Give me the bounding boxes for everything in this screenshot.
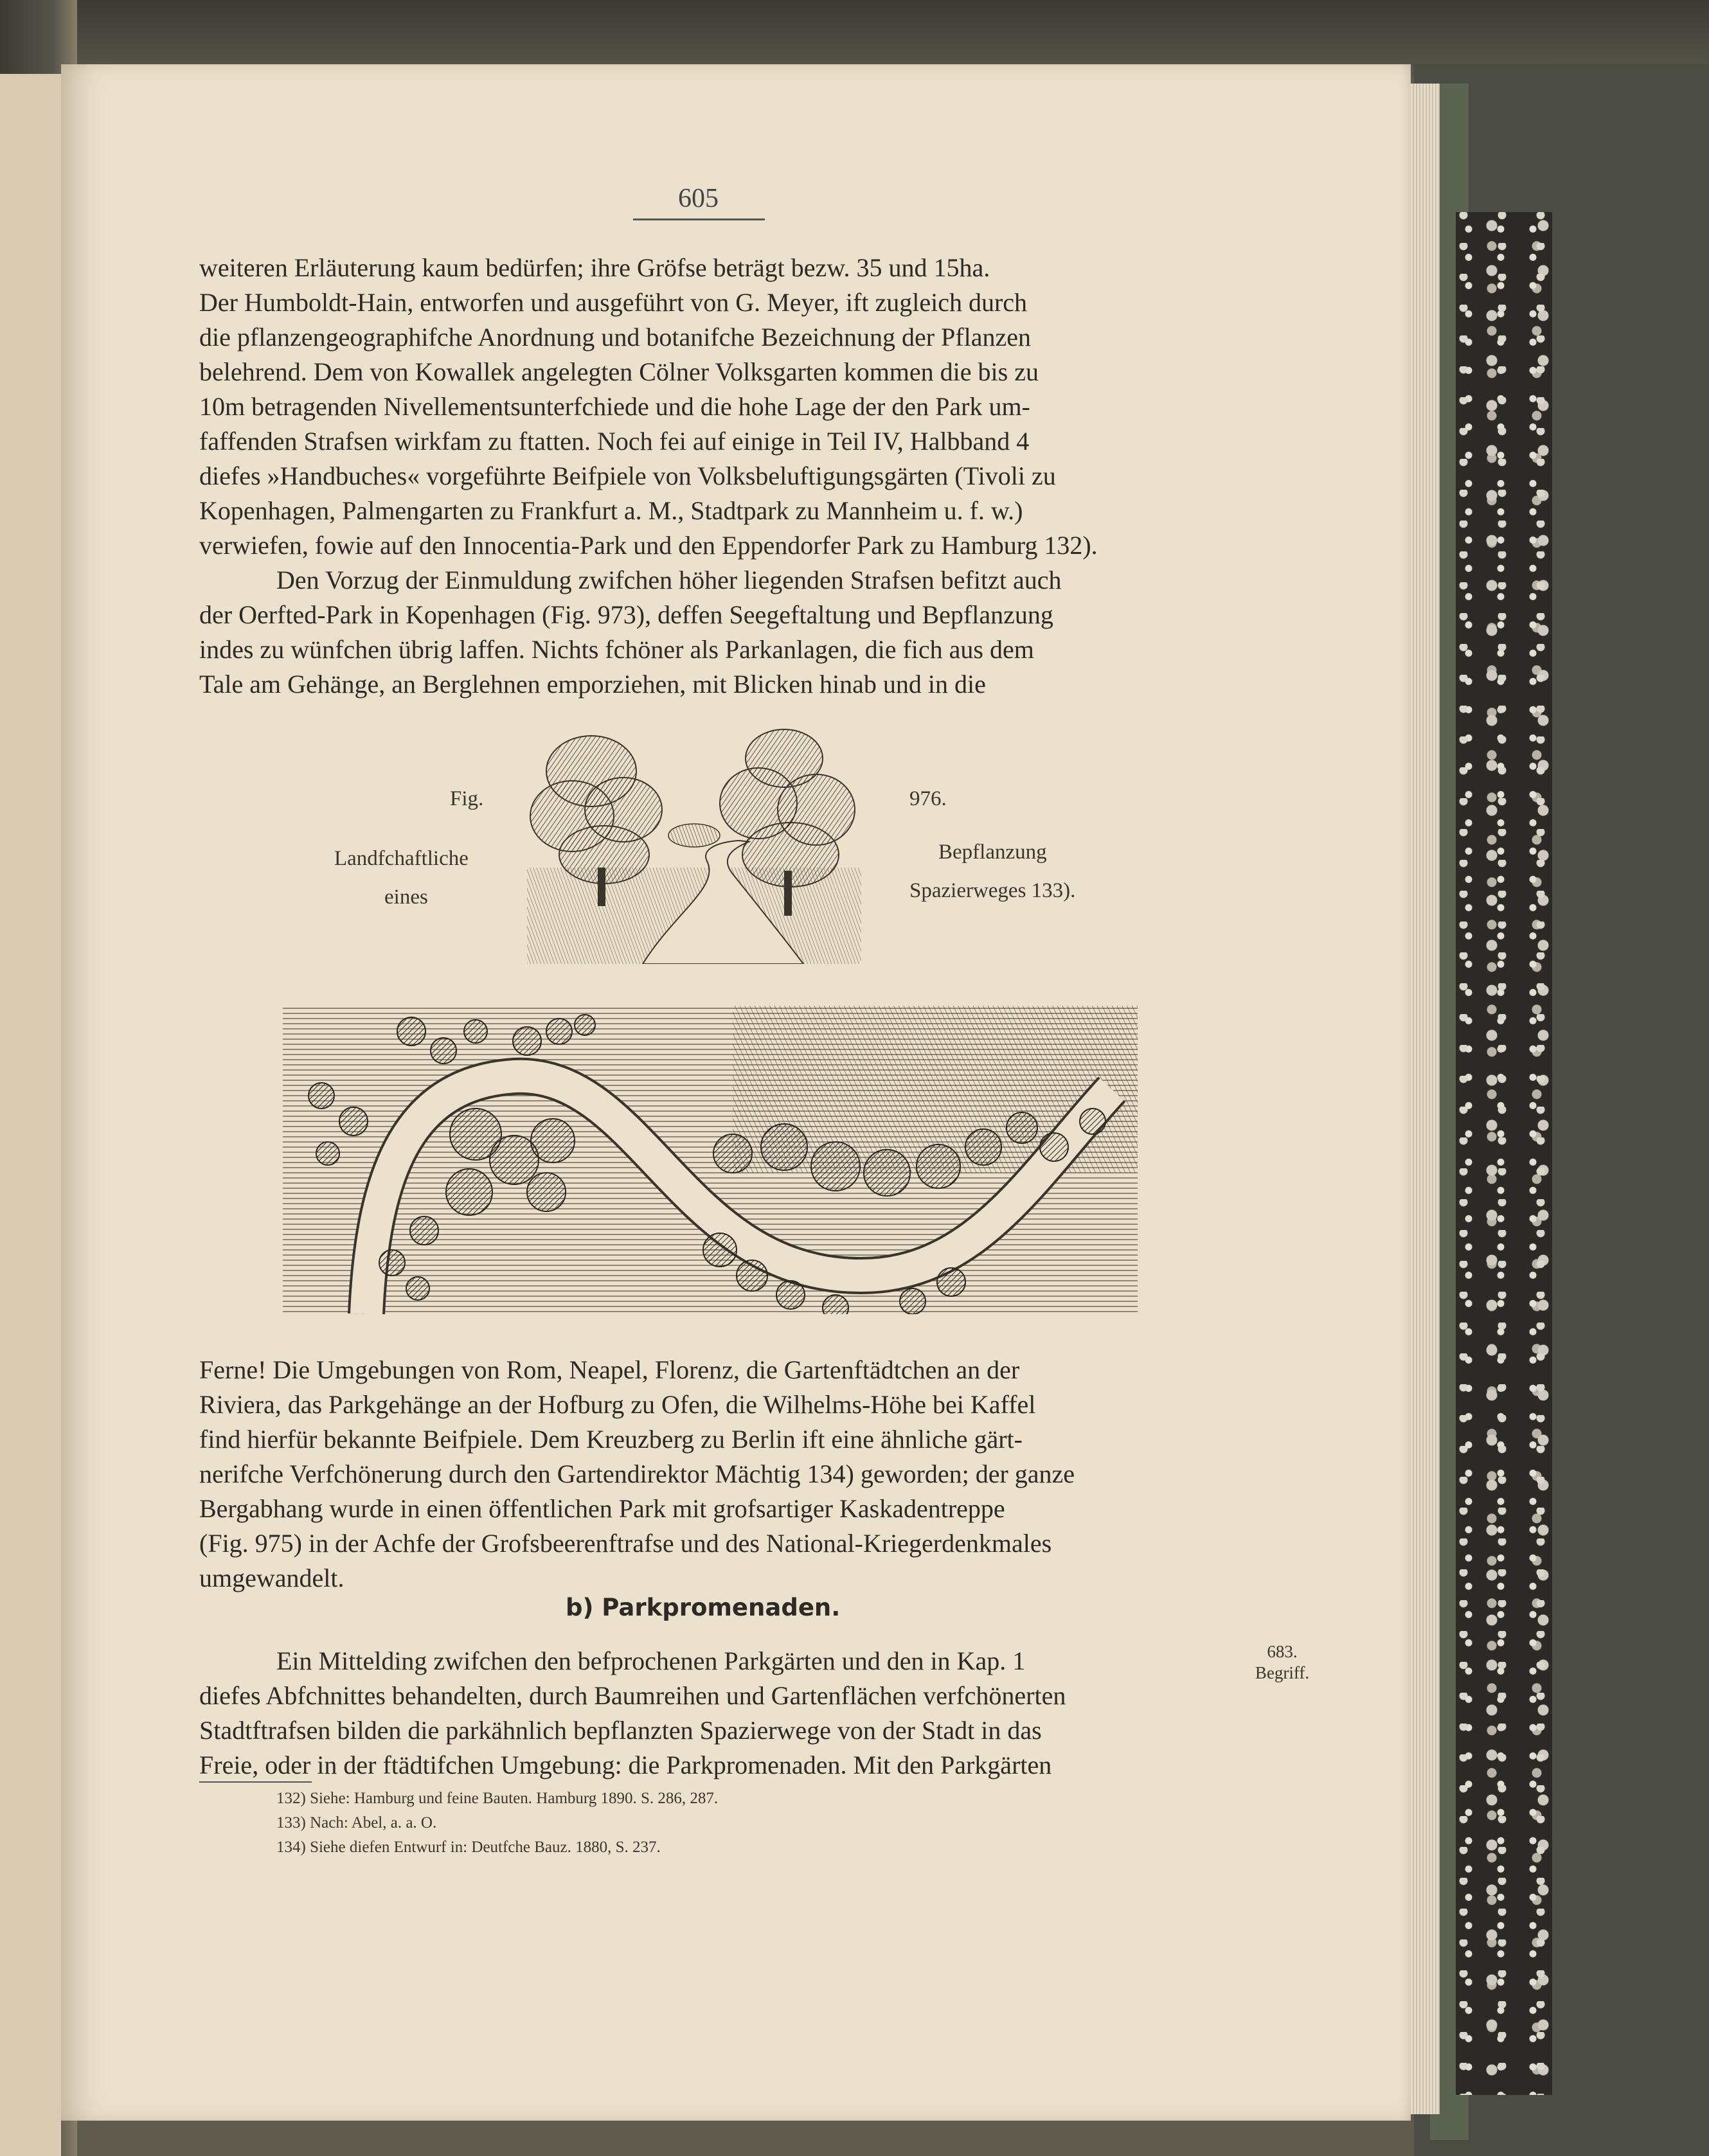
- previous-page-edge: [0, 74, 61, 2156]
- text-line: der Oerfted-Park in Kopenhagen (Fig. 973), deffen Seegeftaltung und Bepflanzung: [199, 600, 1053, 629]
- footnote-rule: [199, 1781, 312, 1783]
- text-line: Tale am Gehänge, an Berglehnen emporziehen, mit Blicken hinab und in die: [199, 670, 986, 699]
- text-line: Bergabhang wurde in einen öffentlichen Park mit grofsartiger Kaskadentreppe: [199, 1494, 1005, 1523]
- text-line: Freie, oder in der ftädtifchen Umgebung: die Parkpromenaden. Mit den Parkgärten: [199, 1751, 1052, 1779]
- text-line: belehrend. Dem von Kowallek angelegten Cölner Volksgarten kommen die bis zu: [199, 357, 1039, 386]
- text-line: find hierfür bekannte Beifpiele. Dem Kreuzberg zu Berlin ift eine ähnliche gärt-: [199, 1425, 1023, 1454]
- marbled-board: [1456, 212, 1552, 2095]
- marginal-note-number: 683.: [1267, 1642, 1298, 1661]
- text-line: nerifche Verfchönerung durch den Gartendirektor Mächtig 134) geworden; der ganze: [199, 1459, 1075, 1488]
- text-line: indes zu wünfchen übrig laffen. Nichts fchöner als Parkanlagen, die fich aus dem: [199, 635, 1034, 664]
- path-perspective-illustration: [527, 720, 861, 964]
- page-number-rule: [633, 218, 765, 220]
- text-line: Ferne! Die Umgebungen von Rom, Neapel, Florenz, die Gartenftädtchen an der: [199, 1355, 1020, 1384]
- text-line: diefes »Handbuches« vorgeführte Beifpiele von Volksbeluftigungsgärten (Tivoli zu: [199, 461, 1056, 490]
- text-line: 10m betragenden Nivellementsunterfchiede und die hohe Lage der den Park um-: [199, 392, 1030, 421]
- footnote: 133) Nach: Abel, a. a. O.: [276, 1814, 437, 1831]
- text-line: Riviera, das Parkgehänge an der Hofburg zu Ofen, die Wilhelms-Höhe bei Kaffel: [199, 1390, 1036, 1419]
- text-line: diefes Abfchnittes behandelten, durch Baumreihen und Gartenflächen verfchönerten: [199, 1681, 1066, 1710]
- text-line: weiteren Erläuterung kaum bedürfen; ihre Gröfse beträgt bezw. 35 und 15ha.: [199, 253, 990, 282]
- footnotes: [276, 1786, 718, 1860]
- paragraph-block-4: [199, 1644, 1202, 1783]
- figure-caption-left-1: Landfchaftliche: [334, 847, 469, 870]
- text-line: Kopenhagen, Palmengarten zu Frankfurt a. M., Stadtpark zu Mannheim u. f. w.): [199, 496, 1023, 525]
- paragraph-block-3: [199, 1353, 1202, 1596]
- text-line: (Fig. 975) in der Achfe der Grofsbeerenftrafse und des National-Kriegerdenkmales: [199, 1529, 1052, 1558]
- paragraph-block-1: [199, 251, 1202, 702]
- section-heading: b) Parkpromenaden.: [566, 1594, 841, 1621]
- footnote: 132) Siehe: Hamburg und feine Bauten. Hamburg 1890. S. 286, 287.: [276, 1790, 719, 1807]
- text-line: Den Vorzug der Einmuldung zwifchen höher liegenden Strafsen befitzt auch: [276, 566, 1062, 594]
- figure-caption-left-2: eines: [384, 886, 428, 909]
- text-line: faffenden Strafsen wirkfam zu ftatten. Noch fei auf einige in Teil IV, Halbband 4: [199, 427, 1030, 456]
- text-line: Stadtftrafsen bilden die parkähnlich bepflanzten Spazierwege von der Stadt in das: [199, 1716, 1042, 1745]
- text-line: verwiefen, fowie auf den Innocentia-Park und den Eppendorfer Park zu Hamburg 132).: [199, 531, 1098, 560]
- page-number: 605: [678, 184, 719, 213]
- footnote: 134) Siehe diefen Entwurf in: Deutfche Bauz. 1880, S. 237.: [276, 1839, 661, 1856]
- marginal-note-label: Begriff.: [1255, 1663, 1310, 1682]
- text-line: umgewandelt.: [199, 1564, 344, 1592]
- figure-caption-right-2: Spazierweges 133).: [909, 879, 1076, 902]
- text-line: die pflanzengeographifche Anordnung und botanifche Bezeichnung der Pflanzen: [199, 323, 1031, 352]
- text-line: Der Humboldt-Hain, entworfen und ausgeführt von G. Meyer, ift zugleich durch: [199, 288, 1028, 317]
- text-line: Ein Mittelding zwifchen den befprochenen Parkgärten und den in Kap. 1: [276, 1646, 1026, 1675]
- figure-label-number: 976.: [909, 787, 947, 810]
- figure-caption-right-1: Bepflanzung: [938, 841, 1047, 864]
- path-plan-illustration: [283, 1006, 1138, 1314]
- figure-label-fig: Fig.: [450, 787, 484, 810]
